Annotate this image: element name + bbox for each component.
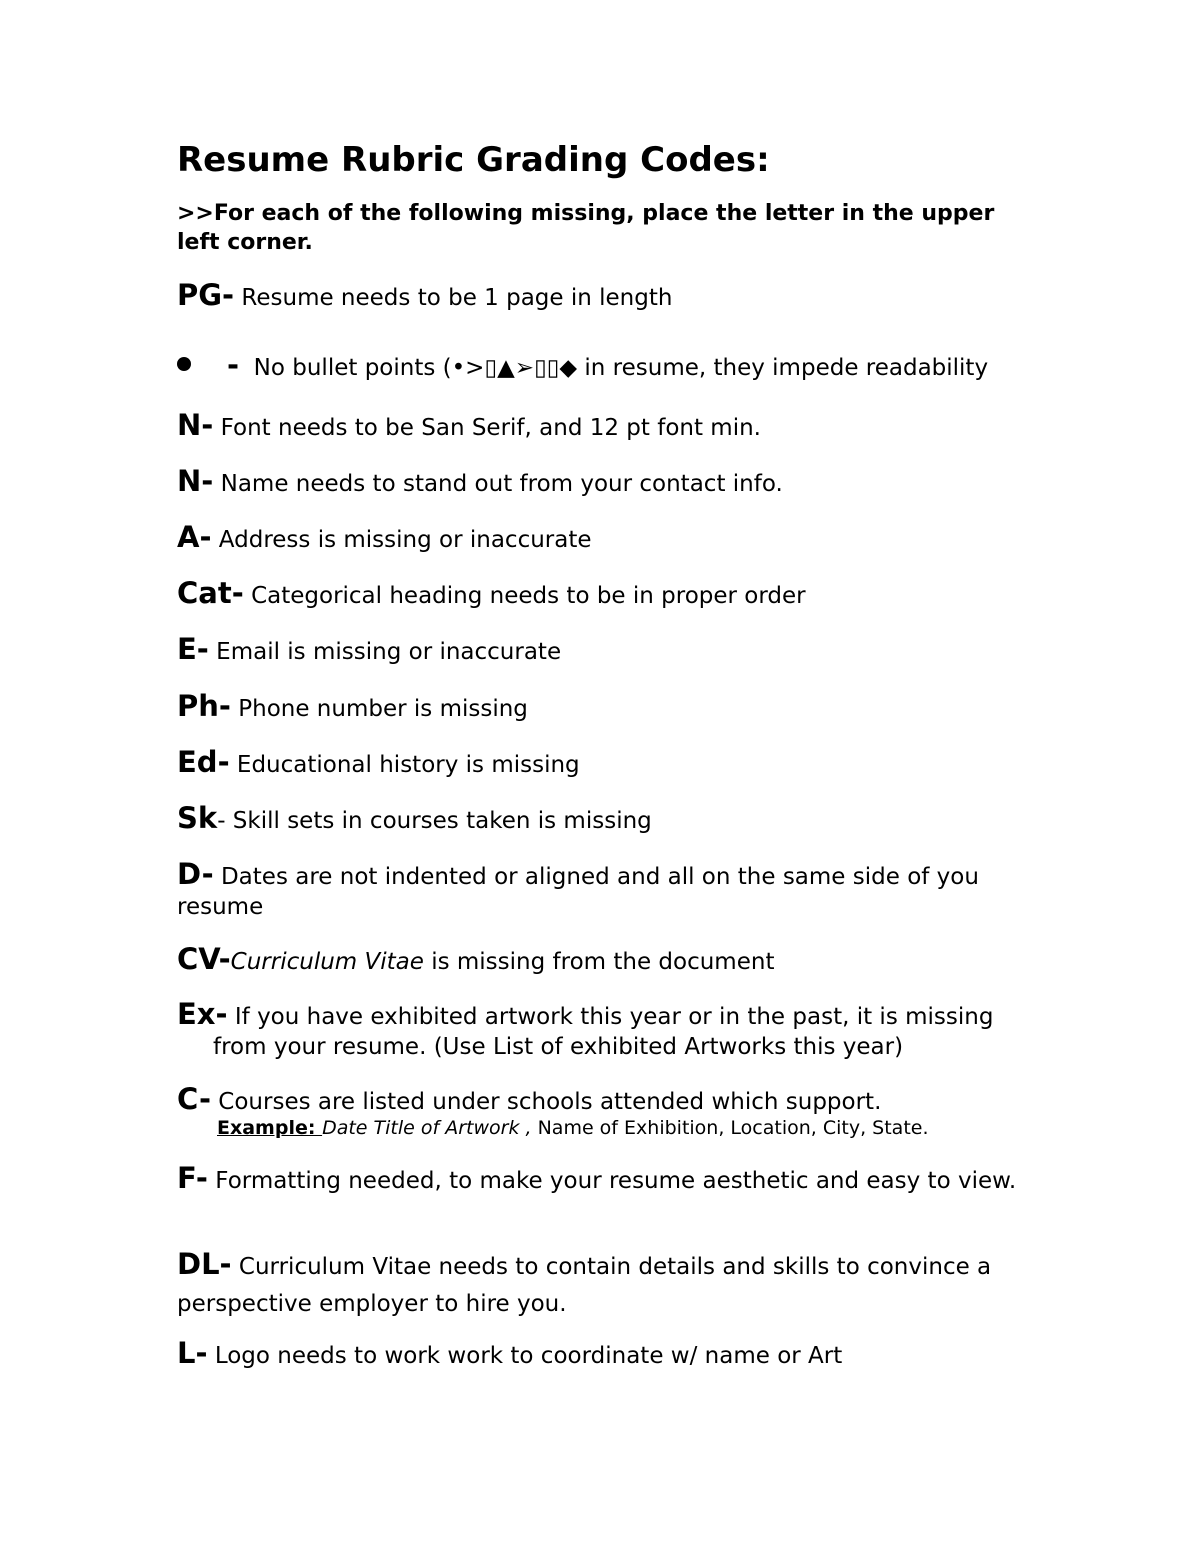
- bullet-icon: [177, 357, 191, 371]
- rubric-description: Font needs to be San Serif, and 12 pt font min.: [213, 415, 761, 441]
- rubric-description: Email is missing or inaccurate: [208, 639, 562, 665]
- rubric-description: Categorical heading needs to be in proper order: [243, 583, 806, 609]
- rubric-item-category: [177, 578, 1027, 611]
- rubric-description: Resume needs to be 1 page in length: [234, 285, 673, 311]
- rubric-item-skills: [177, 803, 1027, 836]
- rubric-item-formatting: [177, 1163, 1027, 1196]
- rubric-code: L-: [177, 1336, 208, 1370]
- rubric-item-bullets: [177, 350, 1027, 383]
- rubric-code: Sk: [177, 801, 218, 835]
- rubric-code: C-: [177, 1082, 211, 1116]
- rubric-item-details: [177, 1246, 1027, 1323]
- rubric-description: If you have exhibited artwork this year or in the past, it is missing: [227, 1004, 994, 1030]
- rubric-code: -: [227, 348, 240, 382]
- rubric-code: Cat-: [177, 576, 244, 610]
- rubric-code: Ed-: [177, 745, 230, 779]
- rubric-item-phone: [177, 691, 1027, 724]
- rubric-description: No bullet points (•>▯▲➢▯▯◆ in resume, they impede readability: [253, 355, 989, 381]
- rubric-description: Educational history is missing: [229, 752, 580, 778]
- example-date-title: Date Title of Artwork ,: [322, 1117, 532, 1139]
- rubric-description: is missing from the document: [423, 949, 775, 975]
- rubric-code: A-: [177, 520, 212, 554]
- rubric-item-pg: [177, 280, 1027, 313]
- rubric-description: Dates are not indented or aligned and all on the same side of you resume: [177, 864, 979, 920]
- rubric-description: Name needs to stand out from your contact info.: [213, 471, 783, 497]
- rubric-description: Formatting needed, to make your resume aesthetic and easy to view.: [207, 1168, 1017, 1194]
- rubric-item-name: [177, 466, 1027, 499]
- rubric-code: E-: [177, 632, 209, 666]
- rubric-description-cont: from your resume. (Use List of exhibited Artworks this year): [213, 1034, 904, 1060]
- rubric-description: Curriculum Vitae needs to contain details and skills to convince a perspective employer to hire you.: [177, 1254, 992, 1317]
- rubric-item-logo: [177, 1338, 1027, 1371]
- rubric-code: DL-: [177, 1247, 232, 1281]
- example-rest: Name of Exhibition, Location, City, State.: [531, 1117, 929, 1139]
- rubric-code: N-: [177, 464, 214, 498]
- rubric-description: Logo needs to work work to coordinate w/ name or Art: [207, 1343, 843, 1369]
- rubric-description: Phone number is missing: [230, 696, 528, 722]
- rubric-item-font: [177, 410, 1027, 443]
- rubric-code: F-: [177, 1161, 208, 1195]
- rubric-item-courses: [177, 1084, 1027, 1117]
- rubric-code: PG-: [177, 278, 235, 312]
- rubric-description: - Skill sets in courses taken is missing: [217, 808, 652, 834]
- rubric-description: Address is missing or inaccurate: [211, 527, 592, 553]
- rubric-code: CV-: [177, 942, 231, 976]
- rubric-code: Ph-: [177, 689, 231, 723]
- rubric-item-email: [177, 634, 1027, 667]
- page-title: Resume Rubric Grading Codes:: [177, 140, 770, 180]
- rubric-description: Courses are listed under schools attended which support.: [210, 1089, 882, 1115]
- intro-instruction: >>For each of the following missing, place the letter in the upper left corner.: [177, 201, 995, 255]
- rubric-item-exhibits: [177, 999, 1027, 1062]
- rubric-code: N-: [177, 408, 214, 442]
- rubric-item-address: [177, 522, 1027, 555]
- rubric-item-dates: [177, 859, 1027, 922]
- example-label: Example:: [217, 1117, 323, 1139]
- rubric-code: Ex-: [177, 997, 228, 1031]
- courses-example: [217, 1116, 929, 1140]
- rubric-code: D-: [177, 857, 214, 891]
- rubric-item-education: [177, 747, 1027, 780]
- rubric-item-cv: [177, 944, 1027, 977]
- rubric-description-italic: Curriculum Vitae: [230, 949, 424, 975]
